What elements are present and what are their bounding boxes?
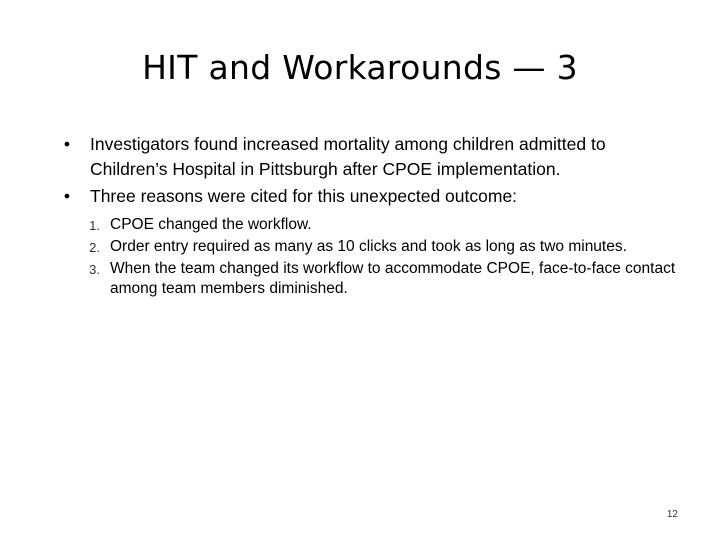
number-marker: 3. [89,262,100,277]
numbered-item-text: Order entry required as many as 10 clicks and took as long as two minutes. [110,238,627,255]
bullet-item [60,132,680,182]
bullet-marker: • [63,134,71,154]
bullet-text: Three reasons were cited for this unexpected outcome: [90,186,518,206]
bullet-item [60,184,680,299]
numbered-item [72,215,680,235]
number-marker: 2. [89,240,100,255]
numbered-item [72,237,680,257]
bullet-list [60,132,680,301]
numbered-item-text: When the team changed its workflow to accommodate CPOE, face-to-face contact among team members diminished. [110,260,676,297]
numbered-item-text: CPOE changed the workflow. [110,216,312,233]
number-marker: 1. [89,218,100,233]
slide-title: HIT and Workarounds — 3 [142,48,578,87]
numbered-item [72,259,680,299]
page-number: 12 [666,509,678,520]
numbered-sublist [72,215,680,299]
bullet-text: Investigators found increased mortality among children admitted to Children’s Hospital in Pittsburgh after CPOE implementation. [90,134,606,179]
bullet-marker: • [63,186,71,206]
